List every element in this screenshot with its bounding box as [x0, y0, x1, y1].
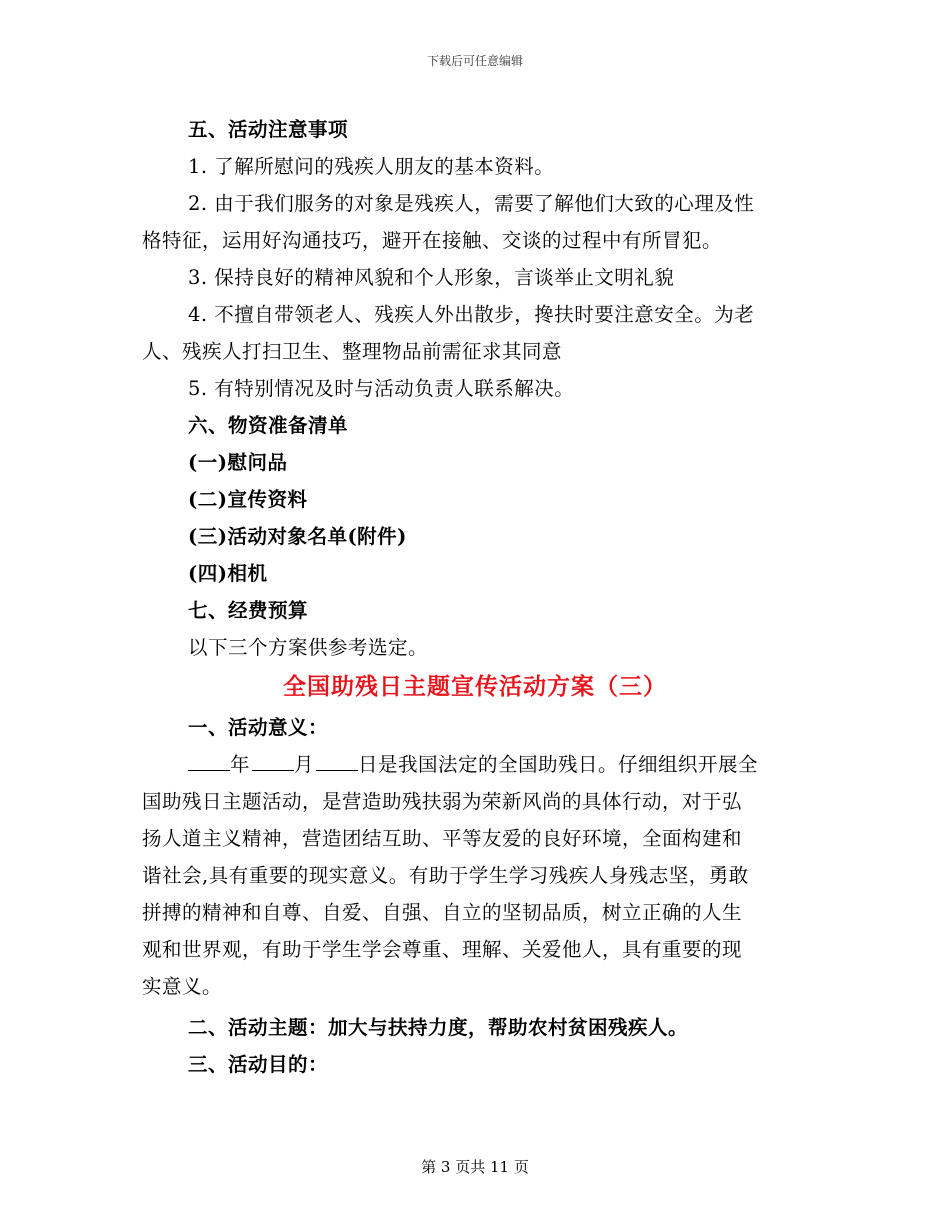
section5-item4-line2: 人、残疾人打扫卫生、整理物品前需征求其同意	[142, 340, 563, 363]
part1-line2: 国助残日主题活动，是营造助残扶弱为荣新风尚的具体行动，对于弘	[142, 790, 743, 813]
section5-item2-line1: 2. 由于我们服务的对象是残疾人，需要了解他们大致的心理及性	[188, 192, 755, 215]
section5-item4-line1: 4. 不擅自带领老人、残疾人外出散步，搀扶时要注意安全。为老	[188, 303, 755, 326]
part1-line6: 观和世界观，有助于学生学会尊重、理解、关爱他人，具有重要的现	[142, 938, 743, 961]
month-label: 月	[294, 753, 315, 776]
day-rest-text: 日是我国法定的全国助残日。仔细组织开展全	[358, 753, 759, 776]
section5-item1: 1. 了解所慰问的残疾人朋友的基本资料。	[188, 155, 555, 178]
part1-line5: 拼搏的精神和自尊、自爱、自强、自立的坚韧品质，树立正确的人生	[142, 901, 743, 924]
month-blank	[252, 754, 294, 771]
document-title: 全国助残日主题宣传活动方案（三）	[283, 673, 667, 700]
section6-item3: (三)活动对象名单(附件)	[188, 525, 407, 548]
part1-heading: 一、活动意义：	[188, 716, 329, 739]
part1-line1	[188, 749, 758, 777]
part1-line4: 谐社会,具有重要的现实意义。有助于学生学习残疾人身残志坚，勇敢	[142, 864, 749, 887]
section7-heading: 七、经费预算	[188, 599, 309, 622]
section5-item3: 3. 保持良好的精神风貌和个人形象，言谈举止文明礼貌	[188, 266, 675, 289]
section5-heading: 五、活动注意事项	[188, 118, 349, 141]
section6-item4: (四)相机	[188, 562, 268, 585]
part3-heading: 三、活动目的：	[188, 1053, 329, 1076]
part2-heading: 二、活动主题：加大与扶持力度，帮助农村贫困残疾人。	[188, 1016, 689, 1039]
section6-heading: 六、物资准备清单	[188, 414, 349, 437]
part1-line3: 扬人道主义精神，营造团结互助、平等友爱的良好环境，全面构建和	[142, 827, 743, 850]
page-header: 下载后可任意编辑	[426, 54, 523, 68]
section6-item2: (二)宣传资料	[188, 488, 308, 511]
section5-item5: 5. 有特别情况及时与活动负责人联系解决。	[188, 377, 575, 400]
year-blank	[188, 754, 230, 771]
page-footer: 第 3 页共 11 页	[421, 1158, 529, 1176]
year-label: 年	[230, 753, 251, 776]
section5-item2-line2: 格特征，运用好沟通技巧，避开在接触、交谈的过程中有所冒犯。	[142, 229, 723, 252]
section6-item1: (一)慰问品	[188, 451, 288, 474]
section7-text: 以下三个方案供参考选定。	[188, 636, 429, 659]
part1-line7: 实意义。	[142, 975, 223, 998]
day-blank	[316, 754, 358, 771]
